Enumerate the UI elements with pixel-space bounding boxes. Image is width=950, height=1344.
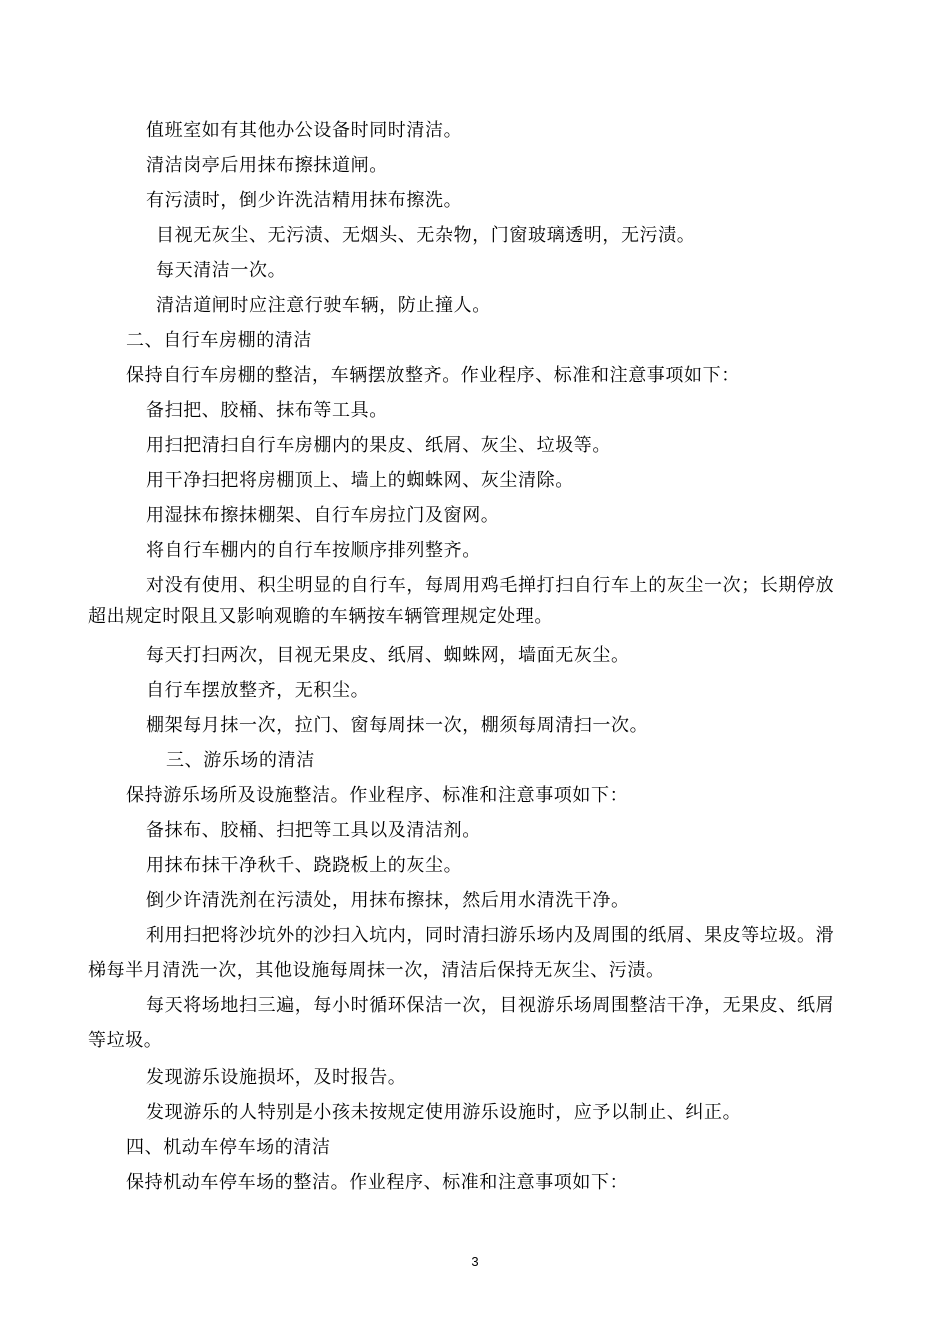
paragraph-line: 超出规定时限且又影响观瞻的车辆按车辆管理规定处理。 [88,606,553,627]
paragraph-line: 备扫把、胶桶、抹布等工具。 [146,400,388,421]
section-heading: 四、机动车停车场的清洁 [126,1137,331,1158]
paragraph-line: 自行车摆放整齐，无积尘。 [146,680,370,701]
paragraph-line: 用扫把清扫自行车房棚内的果皮、纸屑、灰尘、垃圾等。 [146,435,611,456]
paragraph-line: 倒少许清洗剂在污渍处，用抹布擦抹，然后用水清洗干净。 [146,890,630,911]
paragraph-line: 利用扫把将沙坑外的沙扫入坑内，同时清扫游乐场内及周围的纸屑、果皮等垃圾。滑 [146,925,835,946]
paragraph-line: 发现游乐设施损坏，及时报告。 [146,1067,407,1088]
paragraph-line: 发现游乐的人特别是小孩未按规定使用游乐设施时，应予以制止、纠正。 [146,1102,742,1123]
paragraph-line: 清洁道闸时应注意行驶车辆，防止撞人。 [156,295,491,316]
paragraph-line: 保持自行车房棚的整洁，车辆摆放整齐。作业程序、标准和注意事项如下： [126,365,740,386]
paragraph-line: 保持机动车停车场的整洁。作业程序、标准和注意事项如下： [126,1172,629,1193]
paragraph-line: 每天将场地扫三遍，每小时循环保洁一次，目视游乐场周围整洁干净，无果皮、纸屑 [146,995,835,1016]
section-heading: 三、游乐场的清洁 [166,750,315,771]
paragraph-line: 用湿抹布擦抹棚架、自行车房拉门及窗网。 [146,505,500,526]
paragraph-line: 保持游乐场所及设施整洁。作业程序、标准和注意事项如下： [126,785,629,806]
paragraph-line: 目视无灰尘、无污渍、无烟头、无杂物，门窗玻璃透明，无污渍。 [156,225,696,246]
page-number: 3 [471,1254,479,1269]
paragraph-line: 清洁岗亭后用抹布擦抹道闸。 [146,155,388,176]
paragraph-line: 将自行车棚内的自行车按顺序排列整齐。 [146,540,481,561]
paragraph-line: 每天打扫两次，目视无果皮、纸屑、蜘蛛网，墙面无灰尘。 [146,645,630,666]
paragraph-line: 值班室如有其他办公设备时同时清洁。 [146,120,463,141]
section-heading: 二、自行车房棚的清洁 [126,330,312,351]
paragraph-line: 用干净扫把将房棚顶上、墙上的蜘蛛网、灰尘清除。 [146,470,574,491]
paragraph-line: 梯每半月清洗一次，其他设施每周抹一次，清洁后保持无灰尘、污渍。 [88,960,665,981]
paragraph-line: 等垃圾。 [88,1030,163,1051]
paragraph-line: 备抹布、胶桶、扫把等工具以及清洁剂。 [146,820,481,841]
paragraph-line: 每天清洁一次。 [156,260,287,281]
paragraph-line: 有污渍时，倒少许洗洁精用抹布擦洗。 [146,190,463,211]
paragraph-line: 用抹布抹干净秋千、跷跷板上的灰尘。 [146,855,463,876]
paragraph-line: 棚架每月抹一次，拉门、窗每周抹一次，棚须每周清扫一次。 [146,715,649,736]
paragraph-line: 对没有使用、积尘明显的自行车，每周用鸡毛掸打扫自行车上的灰尘一次；长期停放 [146,575,835,596]
